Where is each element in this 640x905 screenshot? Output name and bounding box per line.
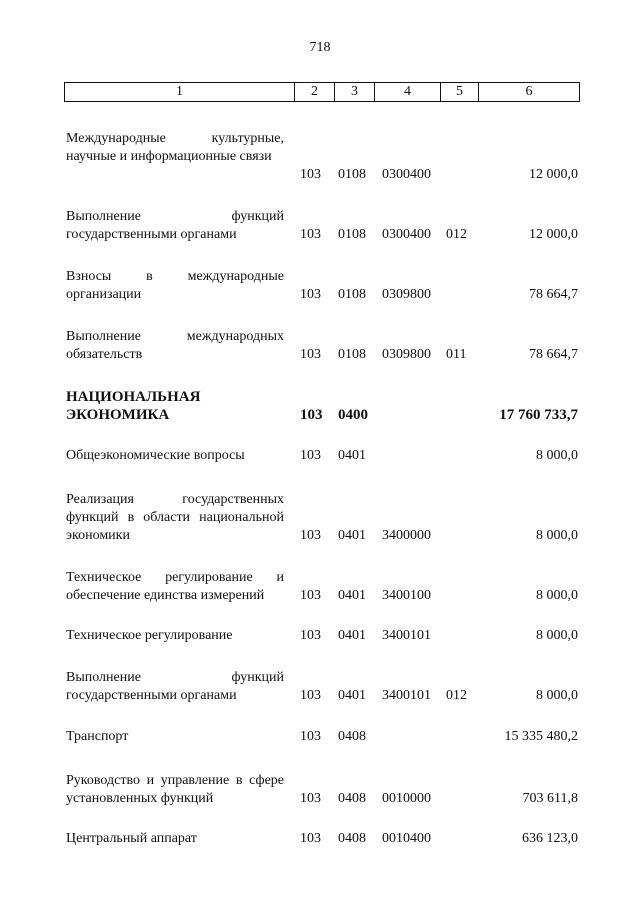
row-col-3: 0401 xyxy=(338,628,366,643)
column-header-4: 4 xyxy=(375,83,441,102)
column-header-5: 5 xyxy=(441,83,479,102)
row-col-2: 103 xyxy=(300,588,321,603)
row-col-2: 103 xyxy=(300,729,321,744)
row-col-3: 0401 xyxy=(338,448,366,463)
row-name: Реализация государственных функций в области национальной экономики xyxy=(66,492,284,543)
row-col-2: 103 xyxy=(300,528,321,543)
row-name: Транспорт xyxy=(66,729,129,744)
row-name: Руководство и управление в сфере установленных функций xyxy=(66,773,284,806)
row-col-3: 0408 xyxy=(338,831,366,846)
row-col-2: 103 xyxy=(300,167,321,182)
row-col-4: 3400000 xyxy=(382,528,431,543)
row-col-2: 103 xyxy=(300,688,321,703)
row-col-4: 0309800 xyxy=(382,347,431,362)
row-col-2: 103 xyxy=(300,791,321,806)
row-name: Выполнение функций государственными органами xyxy=(66,670,284,703)
row-col-6: 12 000,0 xyxy=(529,167,578,182)
row-col-6: 8 000,0 xyxy=(536,448,578,463)
table-row xyxy=(0,772,640,808)
row-col-6: 8 000,0 xyxy=(536,588,578,603)
row-col-3: 0401 xyxy=(338,688,366,703)
row-col-6: 8 000,0 xyxy=(536,528,578,543)
row-col-3: 0108 xyxy=(338,347,366,362)
row-col-2: 103 xyxy=(300,227,321,242)
row-col-3: 0108 xyxy=(338,167,366,182)
row-col-4: 0300400 xyxy=(382,227,431,242)
row-name: Взносы в международные организации xyxy=(66,269,284,302)
row-name: Центральный аппарат xyxy=(66,831,197,846)
row-col-6: 8 000,0 xyxy=(536,688,578,703)
table-row xyxy=(0,268,640,304)
row-col-4: 3400101 xyxy=(382,628,431,643)
row-col-2: 103 xyxy=(300,831,321,846)
table-row xyxy=(0,491,640,545)
row-col-4: 0010400 xyxy=(382,831,431,846)
table-row xyxy=(0,328,640,364)
row-col-4: 3400101 xyxy=(382,688,431,703)
table-row xyxy=(0,447,640,465)
row-name: Международные культурные, научные и информационные связи xyxy=(66,131,284,164)
row-col-3: 0401 xyxy=(338,588,366,603)
row-col-6: 17 760 733,7 xyxy=(499,407,578,423)
table-row xyxy=(0,728,640,746)
row-col-6: 8 000,0 xyxy=(536,628,578,643)
row-col-3: 0108 xyxy=(338,287,366,302)
row-name: Выполнение международных обязательств xyxy=(66,329,284,362)
row-col-3: 0108 xyxy=(338,227,366,242)
column-header-2: 2 xyxy=(295,83,335,102)
row-name: Выполнение функций государственными органами xyxy=(66,209,284,242)
row-col-2: 103 xyxy=(300,287,321,302)
row-col-2: 103 xyxy=(300,448,321,463)
column-header-3: 3 xyxy=(335,83,375,102)
row-col-4: 0300400 xyxy=(382,167,431,182)
row-name: НАЦИОНАЛЬНАЯ ЭКОНОМИКА xyxy=(66,389,201,423)
row-col-2: 103 xyxy=(300,407,323,423)
row-name: Общеэкономические вопросы xyxy=(66,448,245,463)
row-col-3: 0408 xyxy=(338,791,366,806)
row-name: Техническое регулирование xyxy=(66,628,233,643)
table-row xyxy=(0,830,640,848)
row-col-4: 0309800 xyxy=(382,287,431,302)
row-col-4: 3400100 xyxy=(382,588,431,603)
row-col-6: 12 000,0 xyxy=(529,227,578,242)
table-row xyxy=(0,388,640,424)
row-col-3: 0408 xyxy=(338,729,366,744)
row-col-2: 103 xyxy=(300,347,321,362)
table-row xyxy=(0,569,640,605)
table-row xyxy=(0,669,640,705)
row-col-6: 15 335 480,2 xyxy=(504,729,578,744)
row-col-6: 78 664,7 xyxy=(529,287,578,302)
row-col-6: 78 664,7 xyxy=(529,347,578,362)
page-number: 718 xyxy=(309,40,331,55)
row-col-3: 0400 xyxy=(338,407,368,423)
table-row xyxy=(0,130,640,184)
table-row xyxy=(0,627,640,645)
column-header-1: 1 xyxy=(65,83,295,102)
row-col-6: 636 123,0 xyxy=(522,831,578,846)
row-col-6: 703 611,8 xyxy=(522,791,578,806)
row-col-3: 0401 xyxy=(338,528,366,543)
column-header-6: 6 xyxy=(479,83,580,102)
row-col-5: 012 xyxy=(446,227,467,242)
row-col-5: 011 xyxy=(446,347,467,362)
row-name: Техническое регулирование и обеспечение единства измерений xyxy=(66,570,284,603)
row-col-5: 012 xyxy=(446,688,467,703)
table-row xyxy=(0,208,640,244)
row-col-2: 103 xyxy=(300,628,321,643)
row-col-4: 0010000 xyxy=(382,791,431,806)
